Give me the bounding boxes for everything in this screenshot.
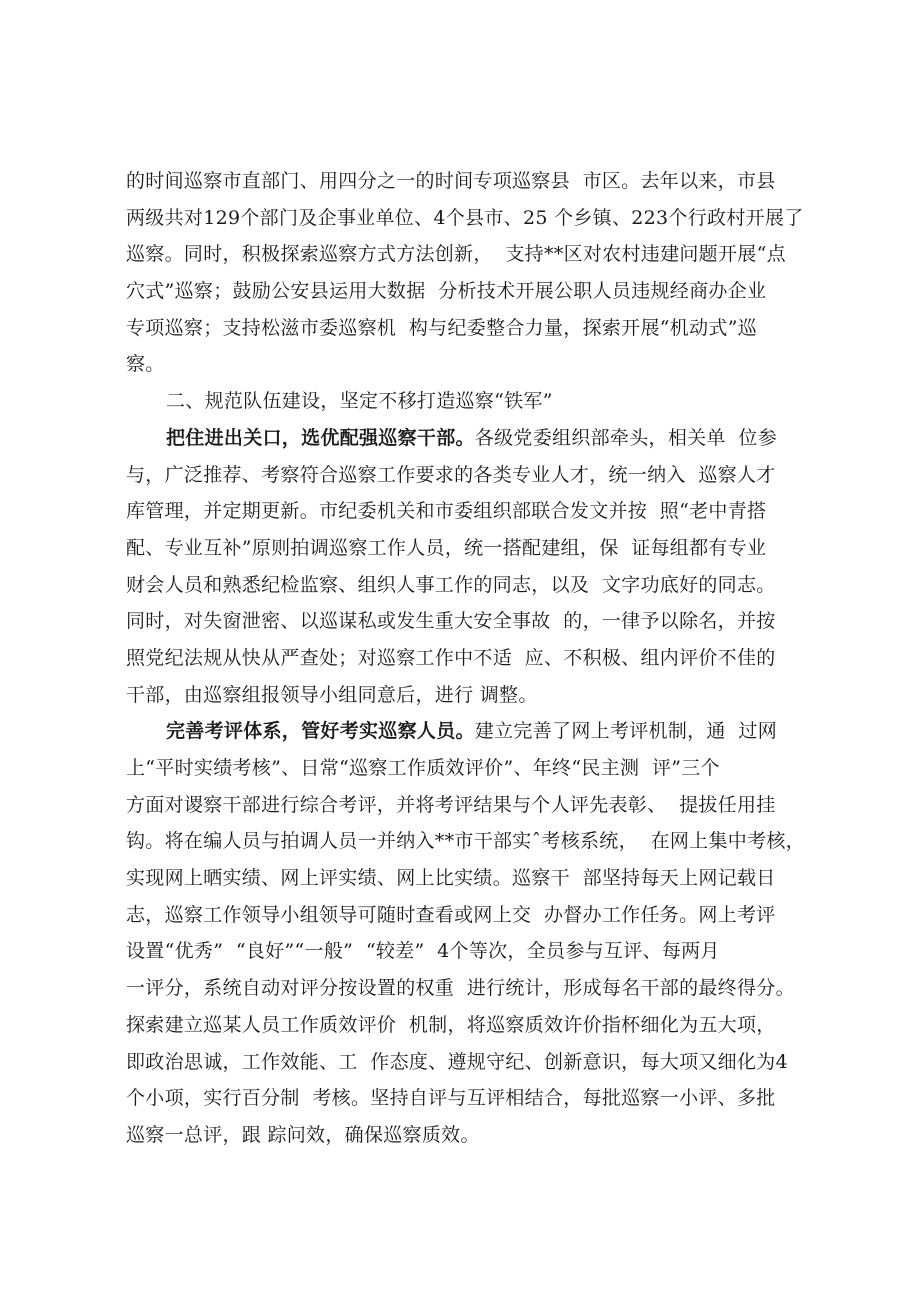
text-line: 一评分，系统自动对评分按设置的权重 进行统计，形成每名干部的最终得分。 <box>126 977 795 1000</box>
text-line: 巡察一总评，跟 踪问效，确保巡察质效。 <box>126 1123 480 1146</box>
text-line: 上“平时实绩考核”、日常“巡察工作质效评价”、年终“民主测 评”三个 <box>126 757 720 779</box>
text-line: 实现网上晒实绩、网上评实绩、网上比实绩。巡察干 部坚持每天上网记载日 <box>126 867 776 890</box>
paragraph-lead: 完善考评体系，管好考实巡察人员。 <box>166 720 475 743</box>
text-line: 设置“优秀” “良好”“一般” “较差” 4个等次，全员参与互评、每两月 <box>126 940 720 963</box>
paragraph-3 <box>126 713 806 1153</box>
text-line: 察。 <box>126 353 165 376</box>
paragraph-1 <box>126 163 806 383</box>
text-line: 穴式”巡察；鼓励公安县运用大数据 分析技术开展公职人员违规经商办企业 <box>126 280 767 303</box>
paragraph-2 <box>126 420 806 714</box>
text-line: 探索建立巡某人员工作质效评价 机制，将巡察质效许价指杯细化为五大项， <box>126 1013 776 1036</box>
text-line: 干部，由巡察组报领导小组同意后，进行 调整。 <box>126 683 538 706</box>
text-line: 与，广泛推荐、考察符合巡察工作要求的各类专业人才，统一纳入 巡察人才 <box>126 463 776 486</box>
text-line: 方面对谡察干部进行综合考评，并将考评结果与个人评先表彰、 提拔任用挂 <box>126 793 776 816</box>
paragraph-first-rest: 各级党委组织部牵头，相关单 位参 <box>474 426 777 449</box>
text-line: 即政治思诚，工作效能、工 作态度、遵规守纪、创新意识，每大项又细化为4 <box>126 1050 788 1073</box>
text-line: 财会人员和熟悉纪检监察、组织人事工作的同志，以及 文字功底好的同志。 <box>126 573 776 596</box>
document-body <box>126 163 806 1154</box>
paragraph-first-rest: 建立完善了网上考评机制，通 过网 <box>474 720 777 743</box>
text-line: 志，巡察工作领导小组领导可随时查看或网上交 办督办工作任务。网上考评 <box>126 903 776 926</box>
paragraph-first-line <box>126 420 806 457</box>
text-line: 库管理，并定期更新。市纪委机关和市委组织部联合发文并按 照“老中青搭 <box>126 500 767 523</box>
text-line: 钩。将在编人员与拍调人员一并纳入**市干部实ˆ考核系统， 在网上集中考核， <box>126 830 805 853</box>
text-line: 配、专业互补”原则拍调巡察工作人员，统一搭配建组，保 证每组都有专业 <box>126 536 767 559</box>
paragraph-first-line <box>126 713 806 750</box>
text-line: 个小项，实行百分制 考核。坚持自评与互评相结合，每批巡察一小评、多批 <box>126 1087 776 1110</box>
text-line: 的时间巡察市直部门、用四分之一的时间专项巡察县 市区。去年以来，市县 <box>126 170 776 192</box>
text-line: 专项巡察；支持松滋市委巡察机 构与纪委整合力量，探索开展“机动式”巡 <box>126 316 758 339</box>
text-line: 两级共对129个部门及企事业单位、4个县市、25 个乡镇、223个行政村开展了 <box>126 206 804 229</box>
section-heading: 二、规范队伍建设，坚定不移打造巡察“铁军” <box>166 390 553 413</box>
paragraph-lead: 把住进出关口，选优配强巡察干部。 <box>166 426 475 449</box>
text-line: 照党纪法规从快从严查处；对巡察工作中不适 应、不积极、组内评价不佳的 <box>126 646 776 669</box>
text-line: 同时，对失窗泄密、以巡谋私或发生重大安全事故 的，一律予以除名，并按 <box>126 610 776 633</box>
text-line: 巡察。同时，积极探索巡察方式方法创新， 支持**区对农村违建问题开展“点 <box>126 243 786 266</box>
